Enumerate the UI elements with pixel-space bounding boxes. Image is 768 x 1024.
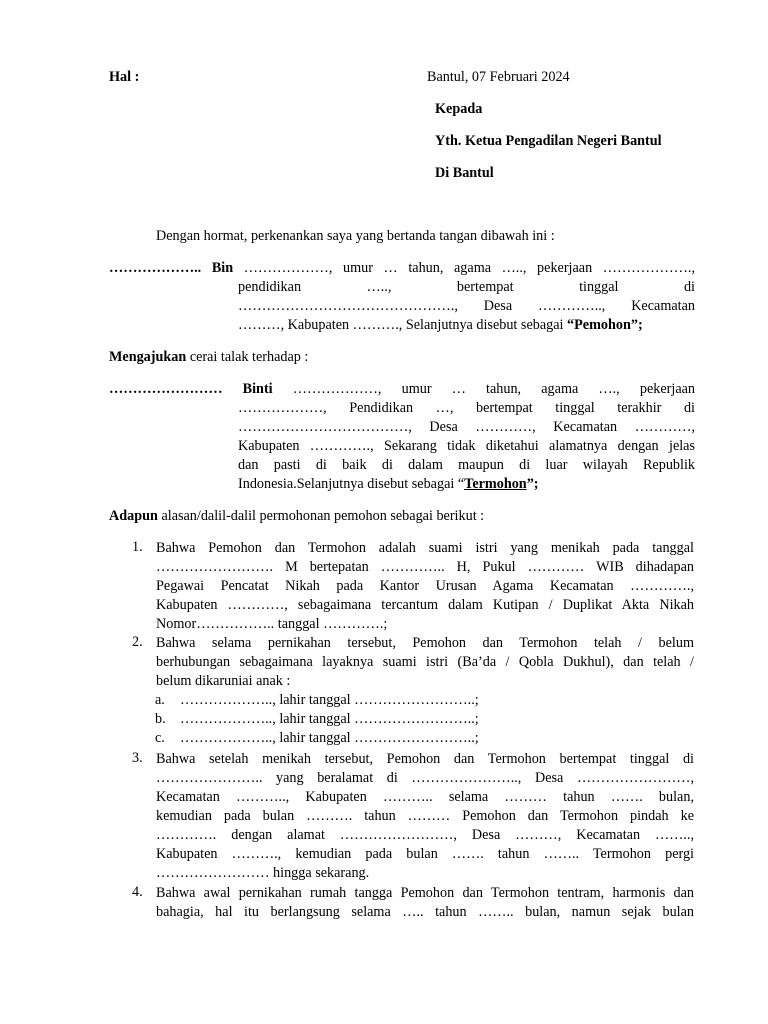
pemohon-line-3: ………………………………………., Desa ………….., Kecamatan	[238, 298, 695, 314]
item-2-line: Bahwa selama pernikahan tersebut, Pemohon dan Termohon telah / belum	[156, 635, 694, 651]
item-2-line: belum dikaruniai anak :	[156, 673, 291, 689]
sub-item-c: ……………….., lahir tanggal ……………………..;	[180, 730, 479, 746]
item-2-line: berhubungan sebagaimana layaknya suami istri (Ba’da / Qobla Dukhul), dan telah /	[156, 654, 694, 670]
sub-item-a: ……………….., lahir tanggal ……………………..;	[180, 692, 479, 708]
pemohon-line-2: pendidikan ….., bertempat tinggal di	[238, 279, 695, 295]
list-item-4	[156, 884, 694, 922]
item-3-line: Kabupaten ………., kemudian pada bulan ……. tahun …….. Termohon pergi	[156, 846, 694, 862]
item-4-number: 4.	[132, 884, 143, 900]
pemohon-designation: “Pemohon”;	[567, 317, 643, 333]
item-3-line: Kecamatan ……….., Kabupaten ……….. selama ……… tahun ……. bulan,	[156, 789, 694, 805]
adapun-rest: alasan/dalil-dalil permohonan pemohon sebagai berikut :	[157, 508, 485, 524]
mengajukan-line	[109, 349, 308, 366]
item-4-line: bahagia, hal itu berlangsung selama ….. tahun …….. bulan, namun sejak bulan	[156, 904, 694, 920]
termohon-details	[238, 399, 695, 494]
item-1-line: ……………………. M bertepatan ………….. H, Pukul ………… WIB dihadapan	[156, 559, 694, 575]
termohon-line-1-rest: ………………, umur … tahun, agama …., pekerjaan	[272, 381, 695, 397]
termohon-designation-end: ”;	[526, 476, 539, 492]
item-1-line: Bahwa Pemohon dan Termohon adalah suami istri yang menikah pada tanggal	[156, 540, 694, 556]
termohon-line-3: ………………………………, Desa …………, Kecamatan …………,	[238, 419, 695, 435]
opening-sentence: Dengan hormat, perkenankan saya yang bertanda tangan dibawah ini :	[156, 228, 555, 244]
item-3-line: ………………….. yang beralamat di ………………….., Desa ……………………,	[156, 770, 694, 786]
item-2-number: 2.	[132, 634, 143, 650]
sub-item-a-letter: a.	[155, 692, 165, 708]
termohon-designation: Termohon	[464, 476, 527, 492]
recipient-location: Di Bantul	[435, 165, 494, 181]
item-1-number: 1.	[132, 539, 143, 555]
item-4-line: Bahwa awal pernikahan rumah tangga Pemohon dan Termohon tentram, harmonis dan	[156, 885, 694, 901]
letter-date: Bantul, 07 Februari 2024	[427, 69, 570, 85]
kepada-label: Kepada	[435, 101, 483, 117]
item-3-number: 3.	[132, 750, 143, 766]
pemohon-line-4-text: ………, Kabupaten ………., Selanjutnya disebut sebagai	[238, 317, 568, 333]
hal-label: Hal :	[109, 69, 140, 85]
pemohon-line-4	[238, 316, 695, 335]
pemohon-line-1	[109, 259, 695, 278]
item-1-line: Pegawai Pencatat Nikah pada Kantor Urusan Agama Kecamatan ………….,	[156, 578, 694, 594]
sub-item-b: ……………….., lahir tanggal ……………………..;	[180, 711, 479, 727]
binti-label: Binti	[242, 381, 273, 397]
termohon-name-dots: ……………………	[109, 381, 243, 397]
pemohon-details	[238, 278, 695, 335]
list-item-1	[156, 539, 694, 634]
termohon-line-6-text: Indonesia.Selanjutnya disebut sebagai “	[238, 476, 465, 492]
termohon-line-2: ………………, Pendidikan …, bertempat tinggal terakhir di	[238, 400, 695, 416]
pemohon-line-1-rest: ………………, umur … tahun, agama ….., pekerjaan ……………….,	[233, 260, 695, 276]
pemohon-block	[109, 259, 695, 278]
termohon-line-4: Kabupaten …………., Sekarang tidak diketahui alamatnya dengan jelas	[238, 438, 695, 454]
termohon-line-1	[109, 380, 695, 399]
recipient: Yth. Ketua Pengadilan Negeri Bantul	[435, 133, 662, 149]
sub-item-b-letter: b.	[155, 711, 166, 727]
sub-item-c-letter: c.	[155, 730, 165, 746]
list-item-3	[156, 750, 694, 883]
termohon-line-6	[238, 475, 695, 494]
item-1-line: Nomor…………….. tanggal ………….;	[156, 616, 388, 632]
item-3-line: …………………… hingga sekarang.	[156, 865, 370, 881]
item-3-line: Bahwa setelah menikah tersebut, Pemohon dan Termohon bertempat tinggal di	[156, 751, 694, 767]
list-item-2	[156, 634, 694, 691]
adapun-line	[109, 508, 484, 525]
item-1-line: Kabupaten …………, sebagaimana tercantum dalam Kutipan / Duplikat Akta Nikah	[156, 597, 694, 613]
bin-label: Bin	[211, 260, 234, 276]
item-3-line: kemudian pada bulan ………. tahun ……… Pemohon dan Termohon pindah ke	[156, 808, 694, 824]
adapun-bold: Adapun	[109, 508, 158, 524]
pemohon-name-dots: ………………..	[109, 260, 212, 276]
item-3-line: …………. dengan alamat ……………………, Desa ………, Kecamatan ……..,	[156, 827, 694, 843]
termohon-line-5: dan pasti di baik di dalam maupun di luar wilayah Republik	[238, 457, 695, 473]
mengajukan-bold: Mengajukan	[109, 349, 187, 365]
termohon-block	[109, 380, 695, 399]
mengajukan-rest: cerai talak terhadap :	[186, 349, 309, 365]
